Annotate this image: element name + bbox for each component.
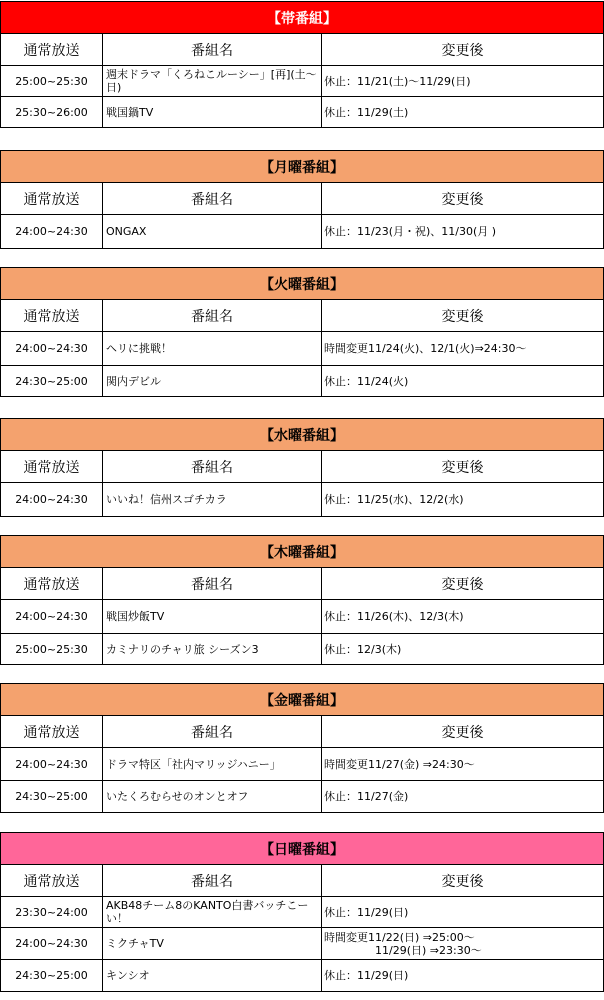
table-header-row (1, 568, 604, 600)
header-program: 番組名 (103, 451, 322, 483)
cell-change: 時間変更11/27(金) ⇒24:30～ (322, 748, 604, 781)
header-change: 変更後 (322, 865, 604, 897)
header-program: 番組名 (103, 716, 322, 748)
table-row (1, 928, 604, 960)
cell-change: 休止：11/29(土) (322, 97, 604, 128)
schedule-table-mon (0, 150, 604, 249)
table-row (1, 600, 604, 634)
section-title: 【金曜番組】 (1, 684, 604, 716)
table-row (1, 960, 604, 992)
schedule-table-fri (0, 683, 604, 813)
header-program: 番組名 (103, 183, 322, 215)
table-row (1, 366, 604, 397)
cell-program: ヘリに挑戦！ (103, 332, 322, 366)
table-row (1, 748, 604, 781)
table-header-row (1, 865, 604, 897)
cell-time: 24:00~24:30 (1, 483, 103, 517)
table-row (1, 483, 604, 517)
cell-program: AKB48チーム8のKANTO白書バッチこーい！ (103, 897, 322, 928)
cell-time: 24:30~25:00 (1, 781, 103, 813)
schedule-table-wed (0, 418, 604, 517)
header-time: 通常放送 (1, 716, 103, 748)
cell-program: ドラマ特区「社内マリッジハニー」 (103, 748, 322, 781)
table-header-row (1, 451, 604, 483)
table-row (1, 897, 604, 928)
header-program: 番組名 (103, 568, 322, 600)
header-time: 通常放送 (1, 865, 103, 897)
header-change: 変更後 (322, 716, 604, 748)
cell-program: 戦国炒飯TV (103, 600, 322, 634)
section-title: 【帯番組】 (1, 2, 604, 34)
table-row (1, 66, 604, 97)
table-row (1, 781, 604, 813)
table-header-row (1, 300, 604, 332)
cell-time: 24:00~24:30 (1, 928, 103, 960)
cell-change: 休止：11/23(月・祝)、11/30(月 ) (322, 215, 604, 249)
header-change: 変更後 (322, 568, 604, 600)
header-program: 番組名 (103, 300, 322, 332)
cell-change: 休止：12/3(木) (322, 634, 604, 665)
table-row (1, 97, 604, 128)
header-time: 通常放送 (1, 568, 103, 600)
section-sun (0, 832, 603, 992)
section-tue (0, 267, 603, 397)
cell-time: 24:00~24:30 (1, 748, 103, 781)
cell-program: キンシオ (103, 960, 322, 992)
table-row (1, 634, 604, 665)
schedule-table-tue (0, 267, 604, 397)
section-title: 【月曜番組】 (1, 151, 604, 183)
section-title: 【火曜番組】 (1, 268, 604, 300)
cell-time: 25:30~26:00 (1, 97, 103, 128)
section-mon (0, 150, 603, 249)
cell-time: 24:30~25:00 (1, 960, 103, 992)
cell-time: 25:00~25:30 (1, 66, 103, 97)
table-row (1, 332, 604, 366)
cell-change: 休止：11/29(日) (322, 897, 604, 928)
cell-time: 24:30~25:00 (1, 366, 103, 397)
section-obi (0, 1, 603, 128)
cell-time: 24:00~24:30 (1, 215, 103, 249)
header-change: 変更後 (322, 451, 604, 483)
section-fri (0, 683, 603, 813)
header-change: 変更後 (322, 183, 604, 215)
schedule-table-obi (0, 1, 604, 128)
cell-time: 23:30~24:00 (1, 897, 103, 928)
cell-change: 休止：11/25(水)、12/2(水) (322, 483, 604, 517)
header-time: 通常放送 (1, 183, 103, 215)
cell-program: 戦国鍋TV (103, 97, 322, 128)
cell-program: ミクチャTV (103, 928, 322, 960)
cell-change: 休止：11/21(土)～11/29(日) (322, 66, 604, 97)
header-program: 番組名 (103, 865, 322, 897)
table-row (1, 215, 604, 249)
section-title: 【日曜番組】 (1, 833, 604, 865)
cell-change: 休止：11/29(日) (322, 960, 604, 992)
section-thu (0, 535, 603, 665)
header-program: 番組名 (103, 34, 322, 66)
cell-time: 24:00~24:30 (1, 332, 103, 366)
cell-program: ONGAX (103, 215, 322, 249)
header-change: 変更後 (322, 300, 604, 332)
cell-program: 関内デビル (103, 366, 322, 397)
cell-program: カミナリのチャリ旅 シーズン3 (103, 634, 322, 665)
cell-program: いいね！信州スゴチカラ (103, 483, 322, 517)
cell-time: 24:00~24:30 (1, 600, 103, 634)
cell-change: 時間変更11/22(日) ⇒25:00～ 11/29(日) ⇒23:30～ (322, 928, 604, 960)
cell-change: 時間変更11/24(火)、12/1(火)⇒24:30～ (322, 332, 604, 366)
cell-change: 休止：11/27(金) (322, 781, 604, 813)
cell-program: 週末ドラマ「くろねこルーシー」[再](土～日) (103, 66, 322, 97)
section-title: 【木曜番組】 (1, 536, 604, 568)
section-wed (0, 418, 603, 517)
table-header-row (1, 183, 604, 215)
cell-time: 25:00~25:30 (1, 634, 103, 665)
header-time: 通常放送 (1, 451, 103, 483)
table-header-row (1, 716, 604, 748)
header-change: 変更後 (322, 34, 604, 66)
cell-program: いたくろむらせのオンとオフ (103, 781, 322, 813)
header-time: 通常放送 (1, 300, 103, 332)
schedule-table-sun (0, 832, 604, 992)
header-time: 通常放送 (1, 34, 103, 66)
section-title: 【水曜番組】 (1, 419, 604, 451)
cell-change: 休止：11/24(火) (322, 366, 604, 397)
table-header-row (1, 34, 604, 66)
cell-change: 休止：11/26(木)、12/3(木) (322, 600, 604, 634)
schedule-table-thu (0, 535, 604, 665)
